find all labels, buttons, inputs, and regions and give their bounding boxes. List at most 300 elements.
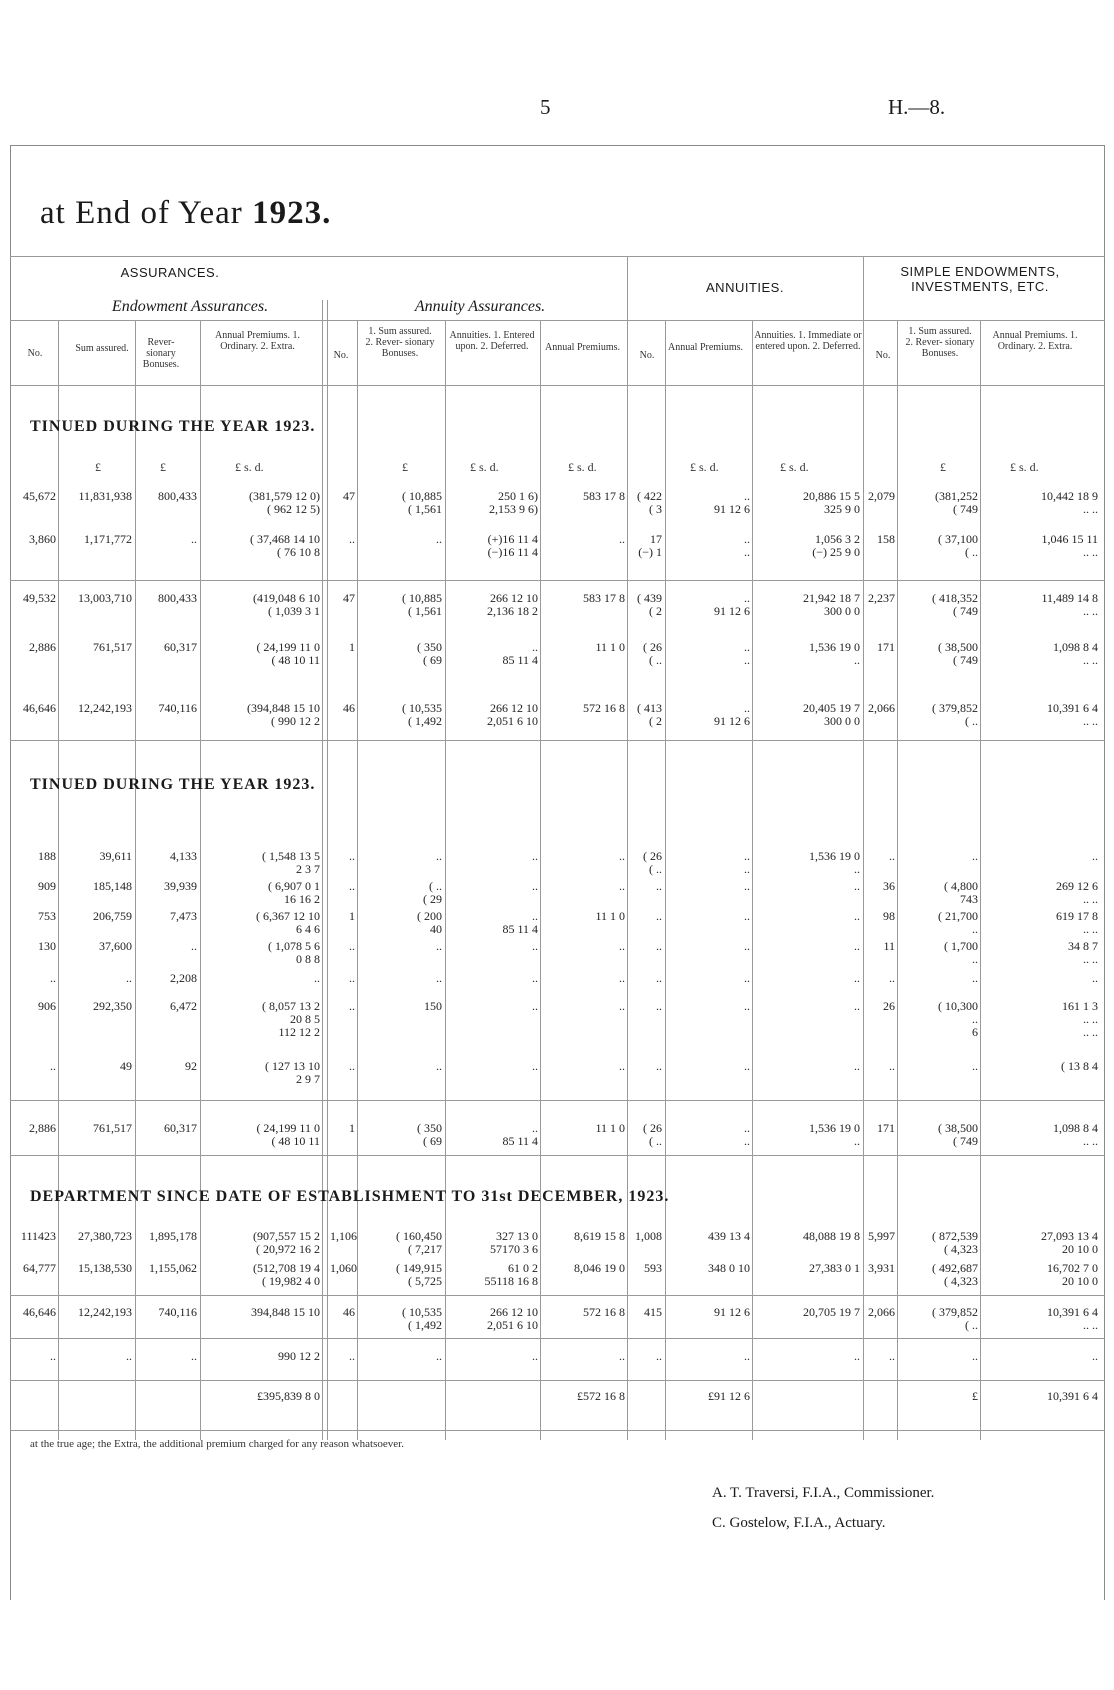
table-cell: ..: [436, 939, 442, 953]
table-cell: 327 13 0 57170 3 6: [490, 1229, 538, 1256]
table-cell: 11: [883, 939, 895, 953]
table-cell: ..: [972, 1349, 978, 1363]
table-cell: 47: [343, 591, 355, 605]
col-header-reversionary-bonuses: Rever- sionary Bonuses.: [142, 337, 180, 370]
table-cell: 12,242,193: [78, 1305, 132, 1319]
table-cell: 34 8 7 .. ..: [1068, 939, 1098, 966]
table-cell: 1: [349, 1121, 355, 1135]
table-cell: ..: [436, 1059, 442, 1073]
table-cell: ..: [436, 971, 442, 985]
table-cell: .. ..: [744, 640, 750, 667]
table-cell: 1,008: [635, 1229, 662, 1243]
table-cell: £572 16 8: [577, 1389, 625, 1403]
table-cell: 7,473: [170, 909, 197, 923]
table-cell: 37,600: [99, 939, 132, 953]
table-cell: 800,433: [158, 591, 197, 605]
table-cell: ( 1,548 13 5 2 3 7: [262, 849, 320, 876]
table-cell: ( 350 ( 69: [417, 1121, 442, 1148]
table-cell: ( 379,852 ( ..: [932, 701, 978, 728]
unit-label: £ s. d.: [780, 460, 809, 474]
table-cell: ..: [744, 909, 750, 923]
column-rule: [327, 300, 328, 1440]
table-cell: ..: [1092, 849, 1098, 863]
table-cell: ..: [619, 849, 625, 863]
table-cell: ( 10,535 ( 1,492: [402, 701, 442, 728]
table-cell: ( 26 ( ..: [643, 849, 662, 876]
column-rule: [58, 320, 59, 1440]
assurances-group-header: ASSURANCES.: [120, 265, 220, 280]
unit-label: £ s. d.: [690, 460, 719, 474]
table-cell: 1,098 8 4 .. ..: [1053, 1121, 1098, 1148]
endowment-subheader: Endowment Assurances.: [111, 298, 269, 315]
table-cell: 91 12 6: [714, 1305, 750, 1319]
table-cell: 3,931: [868, 1261, 895, 1275]
table-cell: 171: [877, 640, 895, 654]
table-cell: 49,532: [23, 591, 56, 605]
table-cell: ..: [889, 971, 895, 985]
col-header-no: No.: [333, 350, 349, 361]
table-cell: 45,672: [23, 489, 56, 503]
table-cell: ( 13 8 4: [1061, 1059, 1098, 1073]
table-cell: ..: [889, 849, 895, 863]
table-cell: ..: [532, 1349, 538, 1363]
table-cell: 2,886: [29, 640, 56, 654]
table-cell: 619 17 8 .. ..: [1056, 909, 1098, 936]
table-cell: 150: [424, 999, 442, 1013]
table-cell: ..: [349, 1349, 355, 1363]
table-cell: ( 38,500 ( 749: [938, 1121, 978, 1148]
table-cell: (381,252 ( 749: [935, 489, 978, 516]
table-cell: 394,848 15 10: [251, 1305, 320, 1319]
table-cell: 583 17 8: [583, 489, 625, 503]
table-cell: ..: [1092, 971, 1098, 985]
unit-label: £ s. d.: [1010, 460, 1039, 474]
unit-label: £: [940, 460, 946, 474]
table-cell: (907,557 15 2 ( 20,972 16 2: [253, 1229, 320, 1256]
table-cell: ( 1,078 5 6 0 8 8: [268, 939, 320, 966]
table-cell: 46: [343, 701, 355, 715]
row-rule: [10, 580, 1105, 581]
table-cell: 48,088 19 8: [803, 1229, 860, 1243]
table-cell: 10,391 6 4 .. ..: [1047, 1305, 1098, 1332]
table-cell: 27,383 0 1: [809, 1261, 860, 1275]
table-cell: ..: [656, 1059, 662, 1073]
table-cell: 266 12 10 2,136 18 2: [487, 591, 538, 618]
table-cell: ..: [744, 1349, 750, 1363]
table-cell: ..: [349, 939, 355, 953]
column-rule: [863, 256, 864, 1440]
table-cell: ..: [854, 999, 860, 1013]
table-cell: ..: [50, 1349, 56, 1363]
table-cell: ..: [126, 1349, 132, 1363]
table-cell: 2,066: [868, 701, 895, 715]
table-cell: ..: [191, 1349, 197, 1363]
header-top-rule: [10, 256, 1105, 257]
table-cell: 415: [644, 1305, 662, 1319]
table-cell: 17 (−) 1: [638, 532, 662, 559]
table-cell: ( .. ( 29: [423, 879, 442, 906]
table-cell: 1,536 19 0 ..: [809, 640, 860, 667]
table-cell: ( 6,907 0 1 16 16 2: [268, 879, 320, 906]
table-cell: .. 85 11 4: [502, 640, 538, 667]
table-cell: 98: [883, 909, 895, 923]
table-cell: ..: [436, 849, 442, 863]
table-cell: 46,646: [23, 701, 56, 715]
row-rule: [10, 1430, 1105, 1431]
table-cell: 11 1 0: [595, 640, 625, 654]
table-cell: .. ..: [744, 532, 750, 559]
table-cell: 2,237: [868, 591, 895, 605]
table-cell: .. ..: [744, 849, 750, 876]
table-cell: 171: [877, 1121, 895, 1135]
unit-label: £ s. d.: [235, 460, 264, 474]
table-cell: 60,317: [164, 640, 197, 654]
table-cell: 269 12 6 .. ..: [1056, 879, 1098, 906]
table-cell: ( 127 13 10 2 9 7: [265, 1059, 320, 1086]
table-cell: ..: [50, 971, 56, 985]
table-cell: 10,442 18 9 .. ..: [1041, 489, 1098, 516]
table-cell: £: [972, 1389, 978, 1403]
col-header-sum-assured: Sum assured.: [75, 343, 129, 354]
table-cell: 761,517: [93, 640, 132, 654]
table-cell: ( 37,100 ( ..: [938, 532, 978, 559]
table-cell: 158: [877, 532, 895, 546]
row-rule: [10, 1100, 1105, 1101]
table-cell: ..: [349, 532, 355, 546]
table-cell: ..: [436, 532, 442, 546]
table-cell: ( 37,468 14 10 ( 76 10 8: [250, 532, 320, 559]
column-rule: [980, 320, 981, 1440]
table-cell: ..: [619, 999, 625, 1013]
table-cell: 439 13 4: [708, 1229, 750, 1243]
header-mid-rule: [10, 320, 1105, 321]
table-cell: .. 91 12 6: [714, 489, 750, 516]
table-cell: 39,611: [99, 849, 132, 863]
table-cell: ..: [972, 849, 978, 863]
row-rule: [10, 1380, 1105, 1381]
table-cell: 27,093 13 4 20 10 0: [1041, 1229, 1098, 1256]
row-rule: [10, 1338, 1105, 1339]
table-cell: 13,003,710: [78, 591, 132, 605]
table-cell: 10,391 6 4 .. ..: [1047, 701, 1098, 728]
table-cell: 20,405 19 7 300 0 0: [803, 701, 860, 728]
table-cell: ..: [972, 1059, 978, 1073]
table-cell: 1,046 15 11 .. ..: [1041, 532, 1098, 559]
table-cell: 266 12 10 2,051 6 10: [487, 701, 538, 728]
table-cell: 572 16 8: [583, 1305, 625, 1319]
annuities-group-header: ANNUITIES.: [706, 280, 784, 295]
table-cell: 1,171,772: [84, 532, 132, 546]
table-cell: 64,777: [23, 1261, 56, 1275]
table-cell: 250 1 6) 2,153 9 6): [489, 489, 538, 516]
column-rule: [135, 320, 136, 1440]
table-cell: ..: [532, 849, 538, 863]
table-cell: ..: [1092, 1349, 1098, 1363]
table-cell: ..: [854, 939, 860, 953]
col-header-annual-premiums: Annual Premiums. 1. Ordinary. 2. Extra.: [215, 330, 300, 352]
table-cell: ..: [50, 1059, 56, 1073]
col-header-no: No.: [27, 348, 43, 359]
col-header-sum-reversionary: 1. Sum assured. 2. Rever- sionary Bonuses.: [365, 326, 435, 359]
column-rule: [665, 320, 666, 1440]
table-cell: ..: [619, 879, 625, 893]
col-header-no: No.: [639, 350, 655, 361]
table-cell: ( 492,687 ( 4,323: [932, 1261, 978, 1288]
table-cell: ..: [656, 999, 662, 1013]
section-title-1: TINUED DURING THE YEAR 1923.: [30, 418, 316, 435]
table-cell: ( 26 ( ..: [643, 1121, 662, 1148]
table-cell: 5,997: [868, 1229, 895, 1243]
table-cell: .. 91 12 6: [714, 591, 750, 618]
table-cell: .. 85 11 4: [502, 1121, 538, 1148]
table-cell: 800,433: [158, 489, 197, 503]
table-cell: ( 160,450 ( 7,217: [396, 1229, 442, 1256]
row-rule: [10, 1155, 1105, 1156]
table-cell: 6,472: [170, 999, 197, 1013]
table-cell: 11 1 0: [595, 909, 625, 923]
table-cell: (381,579 12 0) ( 962 12 5): [249, 489, 320, 516]
row-rule: [10, 1295, 1105, 1296]
table-cell: ..: [619, 1349, 625, 1363]
column-rule: [445, 320, 446, 1440]
table-cell: 11,831,938: [78, 489, 132, 503]
table-cell: ..: [744, 999, 750, 1013]
col-header-no: No.: [875, 350, 891, 361]
table-cell: .. ..: [744, 1121, 750, 1148]
table-cell: ( 379,852 ( ..: [932, 1305, 978, 1332]
table-cell: ..: [349, 999, 355, 1013]
table-cell: 1,098 8 4 .. ..: [1053, 640, 1098, 667]
table-cell: (512,708 19 4 ( 19,982 4 0: [253, 1261, 320, 1288]
table-cell: ..: [656, 971, 662, 985]
table-cell: ( 149,915 ( 5,725: [396, 1261, 442, 1288]
column-rule: [627, 256, 628, 1440]
table-cell: ..: [349, 971, 355, 985]
table-cell: 740,116: [158, 701, 197, 715]
table-cell: ( 4,800 743: [944, 879, 978, 906]
table-cell: ..: [854, 1349, 860, 1363]
column-rule: [322, 300, 323, 1440]
table-cell: ( 8,057 13 2 20 8 5 112 12 2: [262, 999, 320, 1039]
header-bottom-rule: [10, 385, 1105, 386]
table-cell: ( 24,199 11 0 ( 48 10 11: [256, 1121, 320, 1148]
signature-actuary: C. Gostelow, F.I.A., Actuary.: [712, 1515, 886, 1531]
frame-top-rule: [10, 145, 1105, 146]
table-cell: 130: [38, 939, 56, 953]
table-cell: 753: [38, 909, 56, 923]
table-cell: (+)16 11 4 (−)16 11 4: [487, 532, 538, 559]
table-cell: ..: [349, 879, 355, 893]
document-reference: H.—8.: [888, 95, 946, 119]
table-cell: ..: [744, 879, 750, 893]
row-rule: [10, 740, 1105, 741]
table-cell: ( 10,885 ( 1,561: [402, 591, 442, 618]
footnote: at the true age; the Extra, the additional premium charged for any reason whatsoever.: [30, 1438, 404, 1450]
table-cell: ..: [854, 909, 860, 923]
table-cell: 909: [38, 879, 56, 893]
table-cell: .. 91 12 6: [714, 701, 750, 728]
section-title-3: DEPARTMENT SINCE DATE OF ESTABLISHMENT TO 31st DECEMBER, 1923.: [30, 1188, 670, 1205]
table-cell: ..: [532, 939, 538, 953]
unit-label: £ s. d.: [568, 460, 597, 474]
table-cell: 39,939: [164, 879, 197, 893]
table-cell: ( 422 ( 3: [637, 489, 662, 516]
table-cell: 740,116: [158, 1305, 197, 1319]
table-cell: 61 0 2 55118 16 8: [484, 1261, 538, 1288]
table-cell: ..: [619, 532, 625, 546]
table-cell: ..: [619, 971, 625, 985]
table-cell: 8,619 15 8: [574, 1229, 625, 1243]
table-cell: ( 10,535 ( 1,492: [402, 1305, 442, 1332]
frame-right-rule: [1104, 145, 1105, 1600]
table-cell: ..: [656, 1349, 662, 1363]
table-cell: 12,242,193: [78, 701, 132, 715]
table-cell: 3,860: [29, 532, 56, 546]
table-cell: 1,155,062: [149, 1261, 197, 1275]
table-cell: ..: [532, 879, 538, 893]
unit-label: £ s. d.: [470, 460, 499, 474]
unit-label: £: [160, 460, 166, 474]
table-cell: 16,702 7 0 20 10 0: [1047, 1261, 1098, 1288]
table-cell: 20,886 15 5 325 9 0: [803, 489, 860, 516]
col-header-sum-reversionary: 1. Sum assured. 2. Rever- sionary Bonuses.: [905, 326, 975, 359]
table-cell: 206,759: [93, 909, 132, 923]
annuity-assurances-subheader: Annuity Assurances.: [414, 298, 546, 315]
column-rule: [357, 320, 358, 1440]
column-rule: [540, 320, 541, 1440]
table-cell: ( 6,367 12 10 6 4 6: [256, 909, 320, 936]
table-cell: 20,705 19 7: [803, 1305, 860, 1319]
frame-left-rule: [10, 145, 11, 1600]
table-cell: 292,350: [93, 999, 132, 1013]
table-cell: 4,133: [170, 849, 197, 863]
heading-year: 1923.: [252, 195, 332, 231]
col-header-annuities: Annuities. 1. Entered upon. 2. Deferred.: [449, 330, 535, 352]
col-header-annual-premiums: Annual Premiums.: [668, 342, 743, 353]
table-cell: 266 12 10 2,051 6 10: [487, 1305, 538, 1332]
table-cell: ..: [532, 999, 538, 1013]
table-cell: ( 24,199 11 0 ( 48 10 11: [256, 640, 320, 667]
table-cell: 10,391 6 4: [1047, 1389, 1098, 1403]
table-cell: ( 350 ( 69: [417, 640, 442, 667]
table-cell: ( 10,300 .. 6: [938, 999, 978, 1039]
table-cell: 47: [343, 489, 355, 503]
table-cell: ( 1,700 ..: [944, 939, 978, 966]
unit-label: £: [95, 460, 101, 474]
table-cell: 990 12 2: [278, 1349, 320, 1363]
page-heading: [40, 195, 331, 232]
table-cell: 185,148: [93, 879, 132, 893]
table-cell: 1: [349, 909, 355, 923]
table-cell: 1,060: [330, 1261, 357, 1275]
table-cell: 2,079: [868, 489, 895, 503]
table-cell: ( 200 40: [417, 909, 442, 936]
table-cell: 2,208: [170, 971, 197, 985]
table-cell: 1,895,178: [149, 1229, 197, 1243]
page-number: 5: [540, 95, 551, 119]
table-cell: ..: [744, 939, 750, 953]
table-cell: 8,046 19 0: [574, 1261, 625, 1275]
table-cell: ..: [656, 909, 662, 923]
table-cell: ..: [191, 532, 197, 546]
table-cell: ..: [972, 971, 978, 985]
table-cell: ..: [889, 1059, 895, 1073]
table-cell: 111423: [20, 1229, 56, 1243]
table-cell: 46,646: [23, 1305, 56, 1319]
unit-label: £: [402, 460, 408, 474]
table-cell: 1,056 3 2 (−) 25 9 0: [812, 532, 860, 559]
table-cell: ..: [656, 879, 662, 893]
table-cell: ..: [854, 879, 860, 893]
table-cell: 27,380,723: [78, 1229, 132, 1243]
table-cell: ..: [619, 1059, 625, 1073]
table-cell: 15,138,530: [78, 1261, 132, 1275]
col-header-annual-premiums: Annual Premiums.: [545, 342, 620, 353]
table-cell: 2,066: [868, 1305, 895, 1319]
table-cell: ..: [191, 939, 197, 953]
table-cell: ( 10,885 ( 1,561: [402, 489, 442, 516]
col-header-annuities: Annuities. 1. Immediate or entered upon. 2. Deferred.: [754, 330, 862, 352]
column-rule: [200, 320, 201, 1440]
table-cell: ..: [854, 971, 860, 985]
table-cell: 1,536 19 0 ..: [809, 1121, 860, 1148]
table-cell: ..: [656, 939, 662, 953]
col-header-annual-premiums: Annual Premiums. 1. Ordinary. 2. Extra.: [992, 330, 1078, 352]
table-cell: 1,536 19 0 ..: [809, 849, 860, 876]
column-rule: [897, 320, 898, 1440]
table-cell: ( 872,539 ( 4,323: [932, 1229, 978, 1256]
table-cell: ( 413 ( 2: [637, 701, 662, 728]
table-cell: ..: [436, 1349, 442, 1363]
table-cell: 60,317: [164, 1121, 197, 1135]
heading-prefix: at End of Year: [40, 195, 253, 231]
table-cell: £91 12 6: [708, 1389, 750, 1403]
table-cell: 26: [883, 999, 895, 1013]
table-cell: 161 1 3 .. .. .. ..: [1062, 999, 1098, 1039]
table-cell: ..: [532, 1059, 538, 1073]
table-cell: ..: [532, 971, 538, 985]
table-cell: 348 0 10: [708, 1261, 750, 1275]
table-cell: .. 85 11 4: [502, 909, 538, 936]
table-cell: 2,886: [29, 1121, 56, 1135]
table-cell: ( 418,352 ( 749: [932, 591, 978, 618]
table-cell: 188: [38, 849, 56, 863]
table-cell: (394,848 15 10 ( 990 12 2: [247, 701, 320, 728]
table-cell: ..: [744, 1059, 750, 1073]
table-cell: 92: [185, 1059, 197, 1073]
table-cell: ..: [349, 1059, 355, 1073]
column-rule: [752, 320, 753, 1440]
table-cell: 761,517: [93, 1121, 132, 1135]
table-cell: (419,048 6 10 ( 1,039 3 1: [253, 591, 320, 618]
table-cell: 11 1 0: [595, 1121, 625, 1135]
table-cell: 1: [349, 640, 355, 654]
section-title-2: TINUED DURING THE YEAR 1923.: [30, 776, 316, 793]
table-cell: ..: [619, 939, 625, 953]
table-cell: ..: [126, 971, 132, 985]
table-cell: 583 17 8: [583, 591, 625, 605]
table-cell: 572 16 8: [583, 701, 625, 715]
table-cell: ( 26 ( ..: [643, 640, 662, 667]
table-cell: 46: [343, 1305, 355, 1319]
table-cell: 49: [120, 1059, 132, 1073]
simple-endowments-group-header: SIMPLE ENDOWMENTS, INVESTMENTS, ETC.: [900, 264, 1060, 294]
table-cell: ( 38,500 ( 749: [938, 640, 978, 667]
table-cell: 11,489 14 8 .. ..: [1041, 591, 1098, 618]
table-cell: ..: [889, 1349, 895, 1363]
table-cell: 21,942 18 7 300 0 0: [803, 591, 860, 618]
table-cell: ..: [314, 971, 320, 985]
